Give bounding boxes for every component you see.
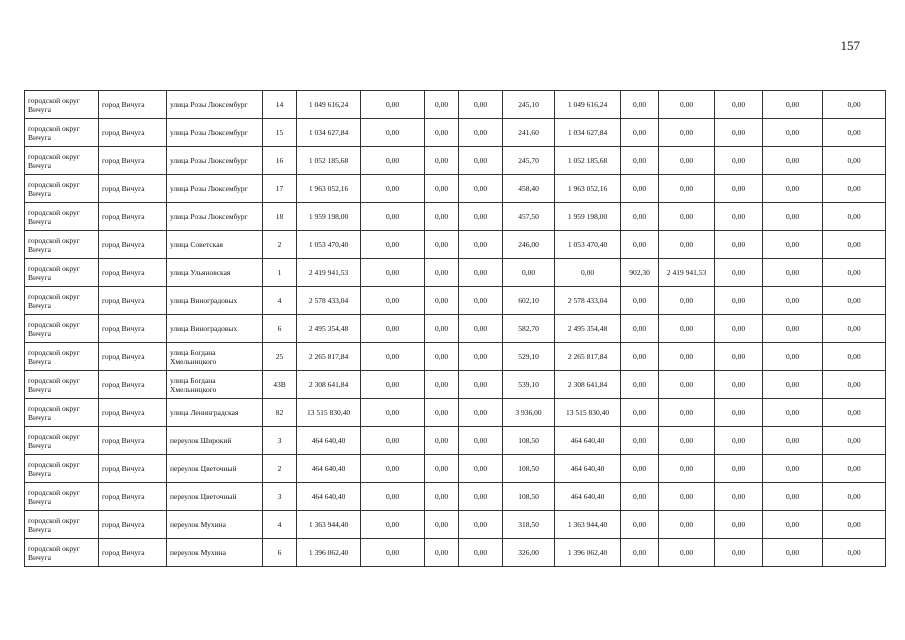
cell-cost-col-10: 2 578 433,04 — [555, 287, 621, 315]
cell-cost-col-10: 1 396 062,40 — [555, 539, 621, 567]
page-number: 157 — [840, 38, 860, 53]
cell-cost-col-8: 0,00 — [459, 259, 503, 287]
cell-cost-col-7: 0,00 — [425, 427, 459, 455]
cell-cost-col-15: 0,00 — [823, 399, 886, 427]
cell-cost-col-10: 13 515 830,40 — [555, 399, 621, 427]
table-row — [25, 483, 886, 511]
cell-street: улица Розы Люксембург — [167, 91, 263, 119]
cell-street: улица Виноградовых — [167, 315, 263, 343]
cell-cost-col-12: 0,00 — [659, 399, 715, 427]
cell-street: переулок Широкий — [167, 427, 263, 455]
cell-cost-col-8: 0,00 — [459, 147, 503, 175]
cell-cost-col-13: 0,00 — [715, 287, 763, 315]
cell-house-number: 3 — [263, 427, 297, 455]
cell-cost-col-15: 0,00 — [823, 91, 886, 119]
cell-area-col-11: 0,00 — [621, 343, 659, 371]
cell-cost-col-8: 0,00 — [459, 315, 503, 343]
cell-cost-col-8: 0,00 — [459, 427, 503, 455]
cell-total-cost: 2 495 354,48 — [297, 315, 361, 343]
table-row — [25, 315, 886, 343]
cell-house-number: 82 — [263, 399, 297, 427]
cell-area-col-11: 0,00 — [621, 119, 659, 147]
table-body — [25, 91, 886, 567]
cell-cost-col-8: 0,00 — [459, 483, 503, 511]
cell-city: город Вичуга — [99, 203, 167, 231]
cell-district: городской округ Вичуга — [25, 511, 99, 539]
cell-house-number: 3 — [263, 483, 297, 511]
cell-area: 539,10 — [503, 371, 555, 399]
cell-cost-col-8: 0,00 — [459, 203, 503, 231]
cell-cost-col-6: 0,00 — [361, 119, 425, 147]
table-row — [25, 371, 886, 399]
table-row — [25, 175, 886, 203]
cell-cost-col-12: 0,00 — [659, 231, 715, 259]
cell-district: городской округ Вичуга — [25, 287, 99, 315]
cell-cost-col-14: 0,00 — [763, 399, 823, 427]
cell-cost-col-10: 0,00 — [555, 259, 621, 287]
table-row — [25, 455, 886, 483]
cell-cost-col-10: 1 034 627,84 — [555, 119, 621, 147]
cell-total-cost: 1 396 062,40 — [297, 539, 361, 567]
cell-cost-col-6: 0,00 — [361, 483, 425, 511]
cell-cost-col-15: 0,00 — [823, 427, 886, 455]
table-row — [25, 511, 886, 539]
cell-cost-col-6: 0,00 — [361, 315, 425, 343]
cell-street: переулок Цветочный — [167, 483, 263, 511]
cell-area: 108,50 — [503, 455, 555, 483]
cell-cost-col-13: 0,00 — [715, 315, 763, 343]
cell-cost-col-14: 0,00 — [763, 231, 823, 259]
cell-cost-col-12: 0,00 — [659, 175, 715, 203]
cell-house-number: 15 — [263, 119, 297, 147]
cell-cost-col-10: 2 495 354,48 — [555, 315, 621, 343]
cell-total-cost: 464 640,40 — [297, 455, 361, 483]
cell-area: 3 936,00 — [503, 399, 555, 427]
cell-cost-col-15: 0,00 — [823, 455, 886, 483]
cell-cost-col-7: 0,00 — [425, 455, 459, 483]
cell-district: городской округ Вичуга — [25, 315, 99, 343]
cell-total-cost: 1 363 944,40 — [297, 511, 361, 539]
cell-cost-col-8: 0,00 — [459, 371, 503, 399]
cell-cost-col-15: 0,00 — [823, 287, 886, 315]
cell-cost-col-12: 0,00 — [659, 119, 715, 147]
cell-house-number: 2 — [263, 231, 297, 259]
cell-area: 245,10 — [503, 91, 555, 119]
cell-cost-col-14: 0,00 — [763, 259, 823, 287]
cell-total-cost: 2 308 641,84 — [297, 371, 361, 399]
cell-city: город Вичуга — [99, 175, 167, 203]
cell-district: городской округ Вичуга — [25, 427, 99, 455]
cell-cost-col-12: 0,00 — [659, 287, 715, 315]
cell-area-col-11: 0,00 — [621, 231, 659, 259]
cell-house-number: 14 — [263, 91, 297, 119]
cell-cost-col-7: 0,00 — [425, 511, 459, 539]
table-row — [25, 147, 886, 175]
cell-cost-col-15: 0,00 — [823, 483, 886, 511]
cell-house-number: 25 — [263, 343, 297, 371]
cell-cost-col-8: 0,00 — [459, 91, 503, 119]
cell-area: 246,00 — [503, 231, 555, 259]
table-row — [25, 231, 886, 259]
cell-city: город Вичуга — [99, 455, 167, 483]
registry-table — [24, 90, 886, 567]
cell-cost-col-6: 0,00 — [361, 175, 425, 203]
table-row — [25, 427, 886, 455]
cell-cost-col-6: 0,00 — [361, 147, 425, 175]
cell-cost-col-13: 0,00 — [715, 427, 763, 455]
cell-house-number: 2 — [263, 455, 297, 483]
cell-area: 602,10 — [503, 287, 555, 315]
cell-cost-col-15: 0,00 — [823, 119, 886, 147]
cell-cost-col-6: 0,00 — [361, 343, 425, 371]
cell-cost-col-12: 0,00 — [659, 147, 715, 175]
cell-cost-col-14: 0,00 — [763, 371, 823, 399]
cell-city: город Вичуга — [99, 91, 167, 119]
cell-city: город Вичуга — [99, 315, 167, 343]
cell-street: улица Розы Люксембург — [167, 119, 263, 147]
cell-cost-col-8: 0,00 — [459, 231, 503, 259]
cell-cost-col-14: 0,00 — [763, 119, 823, 147]
cell-cost-col-12: 0,00 — [659, 539, 715, 567]
cell-cost-col-7: 0,00 — [425, 539, 459, 567]
cell-district: городской округ Вичуга — [25, 203, 99, 231]
cell-total-cost: 464 640,40 — [297, 427, 361, 455]
cell-area-col-11: 0,00 — [621, 427, 659, 455]
cell-area-col-11: 0,00 — [621, 147, 659, 175]
table-row — [25, 399, 886, 427]
cell-house-number: 4 — [263, 287, 297, 315]
cell-cost-col-12: 0,00 — [659, 371, 715, 399]
cell-total-cost: 1 049 616,24 — [297, 91, 361, 119]
table-row — [25, 287, 886, 315]
cell-house-number: 6 — [263, 539, 297, 567]
cell-cost-col-6: 0,00 — [361, 287, 425, 315]
cell-city: город Вичуга — [99, 147, 167, 175]
cell-area-col-11: 0,00 — [621, 315, 659, 343]
cell-area-col-11: 0,00 — [621, 483, 659, 511]
table-row — [25, 539, 886, 567]
cell-cost-col-13: 0,00 — [715, 343, 763, 371]
cell-cost-col-7: 0,00 — [425, 259, 459, 287]
cell-house-number: 4 — [263, 511, 297, 539]
cell-cost-col-13: 0,00 — [715, 399, 763, 427]
cell-area: 318,50 — [503, 511, 555, 539]
cell-house-number: 43В — [263, 371, 297, 399]
cell-cost-col-7: 0,00 — [425, 483, 459, 511]
cell-house-number: 1 — [263, 259, 297, 287]
cell-cost-col-13: 0,00 — [715, 203, 763, 231]
cell-cost-col-7: 0,00 — [425, 231, 459, 259]
cell-cost-col-6: 0,00 — [361, 427, 425, 455]
cell-cost-col-15: 0,00 — [823, 343, 886, 371]
cell-cost-col-6: 0,00 — [361, 511, 425, 539]
cell-street: улица Богдана Хмельницкого — [167, 371, 263, 399]
cell-district: городской округ Вичуга — [25, 539, 99, 567]
cell-cost-col-10: 1 049 616,24 — [555, 91, 621, 119]
cell-cost-col-15: 0,00 — [823, 511, 886, 539]
cell-area: 326,00 — [503, 539, 555, 567]
cell-cost-col-12: 0,00 — [659, 203, 715, 231]
cell-city: город Вичуга — [99, 371, 167, 399]
cell-district: городской округ Вичуга — [25, 483, 99, 511]
cell-area-col-11: 0,00 — [621, 399, 659, 427]
cell-cost-col-8: 0,00 — [459, 175, 503, 203]
cell-cost-col-6: 0,00 — [361, 91, 425, 119]
cell-area: 582,70 — [503, 315, 555, 343]
cell-area: 458,40 — [503, 175, 555, 203]
table-row — [25, 203, 886, 231]
cell-cost-col-6: 0,00 — [361, 455, 425, 483]
table-row — [25, 259, 886, 287]
cell-area-col-11: 0,00 — [621, 455, 659, 483]
cell-area-col-11: 0,00 — [621, 175, 659, 203]
cell-cost-col-13: 0,00 — [715, 231, 763, 259]
cell-cost-col-12: 0,00 — [659, 427, 715, 455]
cell-city: город Вичуга — [99, 539, 167, 567]
cell-cost-col-14: 0,00 — [763, 147, 823, 175]
cell-cost-col-6: 0,00 — [361, 539, 425, 567]
cell-cost-col-12: 0,00 — [659, 315, 715, 343]
cell-area-col-11: 0,00 — [621, 203, 659, 231]
cell-street: улица Советская — [167, 231, 263, 259]
cell-street: улица Розы Люксембург — [167, 175, 263, 203]
cell-area: 245,70 — [503, 147, 555, 175]
cell-total-cost: 2 265 817,84 — [297, 343, 361, 371]
cell-cost-col-15: 0,00 — [823, 175, 886, 203]
cell-cost-col-14: 0,00 — [763, 483, 823, 511]
cell-cost-col-6: 0,00 — [361, 203, 425, 231]
cell-cost-col-10: 1 959 198,00 — [555, 203, 621, 231]
cell-area: 457,50 — [503, 203, 555, 231]
cell-cost-col-6: 0,00 — [361, 399, 425, 427]
cell-cost-col-10: 1 363 944,40 — [555, 511, 621, 539]
cell-city: город Вичуга — [99, 399, 167, 427]
cell-cost-col-7: 0,00 — [425, 343, 459, 371]
cell-street: улица Богдана Хмельницкого — [167, 343, 263, 371]
cell-house-number: 16 — [263, 147, 297, 175]
cell-area-col-11: 902,30 — [621, 259, 659, 287]
cell-total-cost: 13 515 830,40 — [297, 399, 361, 427]
cell-cost-col-7: 0,00 — [425, 147, 459, 175]
cell-city: город Вичуга — [99, 427, 167, 455]
cell-cost-col-13: 0,00 — [715, 511, 763, 539]
cell-city: город Вичуга — [99, 287, 167, 315]
cell-area: 0,00 — [503, 259, 555, 287]
cell-cost-col-13: 0,00 — [715, 371, 763, 399]
cell-cost-col-13: 0,00 — [715, 119, 763, 147]
cell-street: переулок Цветочный — [167, 455, 263, 483]
cell-total-cost: 2 419 941,53 — [297, 259, 361, 287]
cell-cost-col-14: 0,00 — [763, 175, 823, 203]
cell-street: улица Розы Люксембург — [167, 203, 263, 231]
cell-cost-col-14: 0,00 — [763, 91, 823, 119]
cell-cost-col-7: 0,00 — [425, 91, 459, 119]
cell-cost-col-7: 0,00 — [425, 175, 459, 203]
cell-cost-col-6: 0,00 — [361, 371, 425, 399]
cell-district: городской округ Вичуга — [25, 259, 99, 287]
cell-district: городской округ Вичуга — [25, 371, 99, 399]
cell-cost-col-13: 0,00 — [715, 483, 763, 511]
cell-total-cost: 1 034 627,84 — [297, 119, 361, 147]
cell-cost-col-14: 0,00 — [763, 427, 823, 455]
cell-total-cost: 1 959 198,00 — [297, 203, 361, 231]
cell-total-cost: 464 640,40 — [297, 483, 361, 511]
cell-cost-col-15: 0,00 — [823, 231, 886, 259]
cell-cost-col-10: 464 640,40 — [555, 427, 621, 455]
cell-area-col-11: 0,00 — [621, 511, 659, 539]
cell-district: городской округ Вичуга — [25, 147, 99, 175]
cell-area: 108,50 — [503, 427, 555, 455]
cell-cost-col-8: 0,00 — [459, 399, 503, 427]
cell-area-col-11: 0,00 — [621, 371, 659, 399]
cell-district: городской округ Вичуга — [25, 231, 99, 259]
cell-cost-col-15: 0,00 — [823, 539, 886, 567]
cell-district: городской округ Вичуга — [25, 343, 99, 371]
cell-house-number: 18 — [263, 203, 297, 231]
cell-cost-col-10: 464 640,40 — [555, 455, 621, 483]
cell-city: город Вичуга — [99, 119, 167, 147]
cell-city: город Вичуга — [99, 259, 167, 287]
cell-cost-col-7: 0,00 — [425, 287, 459, 315]
cell-street: переулок Мухина — [167, 511, 263, 539]
cell-cost-col-13: 0,00 — [715, 539, 763, 567]
cell-cost-col-13: 0,00 — [715, 147, 763, 175]
cell-house-number: 17 — [263, 175, 297, 203]
cell-cost-col-7: 0,00 — [425, 371, 459, 399]
cell-cost-col-15: 0,00 — [823, 203, 886, 231]
cell-total-cost: 1 963 052,16 — [297, 175, 361, 203]
cell-cost-col-15: 0,00 — [823, 147, 886, 175]
cell-cost-col-13: 0,00 — [715, 259, 763, 287]
cell-cost-col-14: 0,00 — [763, 203, 823, 231]
cell-area: 529,10 — [503, 343, 555, 371]
cell-cost-col-10: 1 053 470,40 — [555, 231, 621, 259]
cell-district: городской округ Вичуга — [25, 399, 99, 427]
cell-cost-col-13: 0,00 — [715, 91, 763, 119]
cell-cost-col-14: 0,00 — [763, 287, 823, 315]
cell-area-col-11: 0,00 — [621, 539, 659, 567]
cell-district: городской округ Вичуга — [25, 91, 99, 119]
cell-cost-col-14: 0,00 — [763, 315, 823, 343]
cell-cost-col-10: 464 640,40 — [555, 483, 621, 511]
cell-cost-col-15: 0,00 — [823, 259, 886, 287]
cell-street: улица Виноградовых — [167, 287, 263, 315]
cell-area-col-11: 0,00 — [621, 91, 659, 119]
cell-cost-col-10: 1 963 052,16 — [555, 175, 621, 203]
cell-cost-col-6: 0,00 — [361, 231, 425, 259]
cell-cost-col-13: 0,00 — [715, 175, 763, 203]
cell-cost-col-15: 0,00 — [823, 315, 886, 343]
cell-cost-col-7: 0,00 — [425, 119, 459, 147]
table-row — [25, 343, 886, 371]
table-row — [25, 119, 886, 147]
cell-district: городской округ Вичуга — [25, 119, 99, 147]
cell-cost-col-14: 0,00 — [763, 539, 823, 567]
cell-cost-col-13: 0,00 — [715, 455, 763, 483]
cell-total-cost: 1 053 470,40 — [297, 231, 361, 259]
cell-cost-col-14: 0,00 — [763, 511, 823, 539]
cell-cost-col-8: 0,00 — [459, 511, 503, 539]
cell-total-cost: 1 052 185,68 — [297, 147, 361, 175]
cell-cost-col-12: 0,00 — [659, 483, 715, 511]
cell-district: городской округ Вичуга — [25, 175, 99, 203]
cell-cost-col-15: 0,00 — [823, 371, 886, 399]
cell-cost-col-10: 2 265 817,84 — [555, 343, 621, 371]
cell-cost-col-14: 0,00 — [763, 455, 823, 483]
cell-cost-col-7: 0,00 — [425, 315, 459, 343]
cell-cost-col-8: 0,00 — [459, 287, 503, 315]
cell-city: город Вичуга — [99, 231, 167, 259]
cell-cost-col-10: 1 052 185,68 — [555, 147, 621, 175]
cell-cost-col-12: 0,00 — [659, 511, 715, 539]
cell-street: улица Ульяновская — [167, 259, 263, 287]
cell-city: город Вичуга — [99, 511, 167, 539]
cell-area: 241,60 — [503, 119, 555, 147]
cell-city: город Вичуга — [99, 343, 167, 371]
cell-cost-col-6: 0,00 — [361, 259, 425, 287]
cell-street: улица Ленинградская — [167, 399, 263, 427]
cell-district: городской округ Вичуга — [25, 455, 99, 483]
cell-cost-col-10: 2 308 641,84 — [555, 371, 621, 399]
cell-area: 108,50 — [503, 483, 555, 511]
cell-cost-col-8: 0,00 — [459, 119, 503, 147]
cell-cost-col-8: 0,00 — [459, 343, 503, 371]
cell-cost-col-7: 0,00 — [425, 399, 459, 427]
cell-cost-col-12: 0,00 — [659, 91, 715, 119]
cell-cost-col-12: 0,00 — [659, 343, 715, 371]
cell-house-number: 6 — [263, 315, 297, 343]
cell-cost-col-12: 2 419 941,53 — [659, 259, 715, 287]
cell-area-col-11: 0,00 — [621, 287, 659, 315]
cell-cost-col-8: 0,00 — [459, 455, 503, 483]
table-row — [25, 91, 886, 119]
cell-cost-col-12: 0,00 — [659, 455, 715, 483]
cell-cost-col-8: 0,00 — [459, 539, 503, 567]
cell-cost-col-7: 0,00 — [425, 203, 459, 231]
cell-total-cost: 2 578 433,04 — [297, 287, 361, 315]
cell-street: переулок Мухина — [167, 539, 263, 567]
cell-city: город Вичуга — [99, 483, 167, 511]
cell-street: улица Розы Люксембург — [167, 147, 263, 175]
cell-cost-col-14: 0,00 — [763, 343, 823, 371]
